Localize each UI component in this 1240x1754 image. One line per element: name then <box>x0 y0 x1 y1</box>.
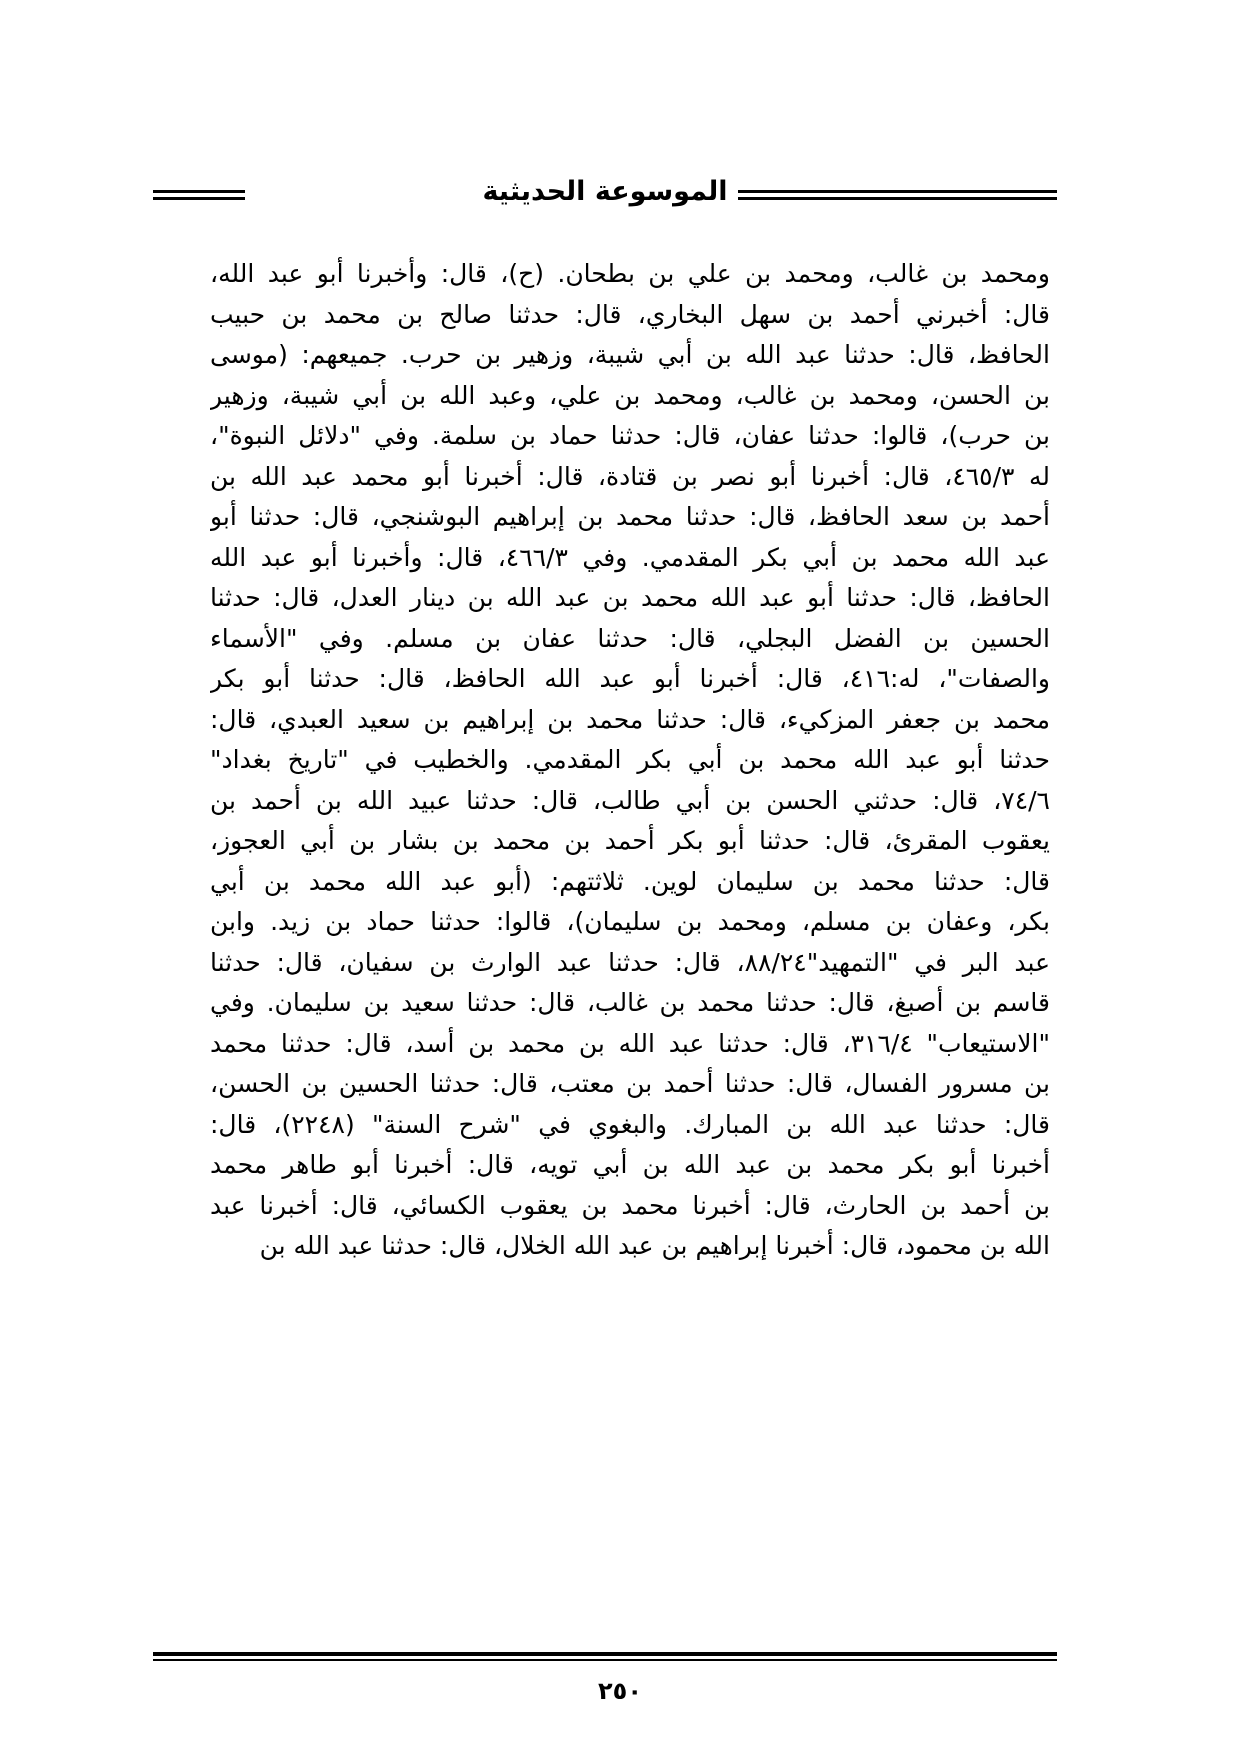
text-line: بن الحسن، ومحمد بن غالب، ومحمد بن علي، وعبد الله بن أبي شيبة، وزهير <box>210 380 1050 410</box>
text-line: بن حرب)، قالوا: حدثنا عفان، قال: حدثنا حماد بن سلمة. وفي "دلائل النبوة"، <box>210 421 1050 450</box>
running-title: الموسوعة الحديثية <box>473 172 738 212</box>
text-line: قال: حدثنا عبد الله بن المبارك. والبغوي في "شرح السنة" (٢٢٤٨)، قال: <box>210 1109 1050 1139</box>
text-line: الحافظ، قال: حدثنا عبد الله بن أبي شيبة، وزهير بن حرب. جميعهم: (موسى <box>210 340 1050 369</box>
text-line: محمد بن جعفر المزكيء، قال: حدثنا محمد بن إبراهيم بن سعيد العبدي، قال: <box>210 704 1050 734</box>
text-line: عبد الله محمد بن أبي بكر المقدمي. وفي ٤٦٦/٣، قال: وأخبرنا أبو عبد الله <box>210 542 1050 572</box>
text-line: ٧٤/٦، قال: حدثني الحسن بن أبي طالب، قال: حدثنا عبيد الله بن أحمد بن <box>210 785 1050 815</box>
text-line: بن أحمد بن الحارث، قال: أخبرنا محمد بن يعقوب الكسائي، قال: أخبرنا عبد <box>210 1190 1050 1220</box>
footer-rule <box>153 1652 1057 1661</box>
text-line: الله بن محمود، قال: أخبرنا إبراهيم بن عبد الله الخلال، قال: حدثنا عبد الله بن <box>259 1231 1050 1260</box>
text-line: قال: حدثنا محمد بن سليمان لوين. ثلاثتهم: (أبو عبد الله محمد بن أبي <box>210 866 1050 896</box>
text-line: والصفات"، له:٤١٦، قال: أخبرنا أبو عبد الله الحافظ، قال: حدثنا أبو بكر <box>210 664 1050 693</box>
body-text <box>210 254 1050 1267</box>
page-number: ٢٥٠ <box>598 1677 642 1705</box>
text-line: له ٤٦٥/٣، قال: أخبرنا أبو نصر بن قتادة، قال: أخبرنا أبو محمد عبد الله بن <box>210 461 1050 491</box>
text-line: قال: أخبرني أحمد بن سهل البخاري، قال: حدثنا صالح بن محمد بن حبيب <box>210 299 1050 329</box>
page-header <box>153 172 1057 222</box>
text-line: يعقوب المقرئ، قال: حدثنا أبو بكر أحمد بن محمد بن بشار بن أبي العجوز، <box>210 826 1050 855</box>
text-line: أحمد بن سعد الحافظ، قال: حدثنا محمد بن إبراهيم البوشنجي، قال: حدثنا أبو <box>210 502 1050 531</box>
text-line: الحافظ، قال: حدثنا أبو عبد الله محمد بن عبد الله بن دينار العدل، قال: حدثنا <box>210 583 1050 612</box>
text-line: أخبرنا أبو بكر محمد بن عبد الله بن أبي تويه، قال: أخبرنا أبو طاهر محمد <box>210 1150 1050 1179</box>
text-line: قاسم بن أصبغ، قال: حدثنا محمد بن غالب، قال: حدثنا سعيد بن سليمان. وفي <box>210 988 1050 1017</box>
text-line: عبد البر في "التمهيد"٨٨/٢٤، قال: حدثنا عبد الوارث بن سفيان، قال: حدثنا <box>210 947 1050 977</box>
text-line: الحسين بن الفضل البجلي، قال: حدثنا عفان بن مسلم. وفي "الأسماء <box>210 623 1050 653</box>
header-rule-left <box>153 190 245 200</box>
text-line: "الاستيعاب" ٣١٦/٤، قال: حدثنا عبد الله بن محمد بن أسد، قال: حدثنا محمد <box>210 1028 1050 1058</box>
text-line: بن مسرور الفسال، قال: حدثنا أحمد بن معتب، قال: حدثنا الحسين بن الحسن، <box>210 1069 1050 1098</box>
text-line: ومحمد بن غالب، ومحمد بن علي بن بطحان. (ح)، قال: وأخبرنا أبو عبد الله، <box>210 259 1050 288</box>
text-line: حدثنا أبو عبد الله محمد بن أبي بكر المقدمي. والخطيب في "تاريخ بغداد" <box>210 745 1050 774</box>
text-line: بكر، وعفان بن مسلم، ومحمد بن سليمان)، قالوا: حدثنا حماد بن زيد. وابن <box>210 907 1050 936</box>
